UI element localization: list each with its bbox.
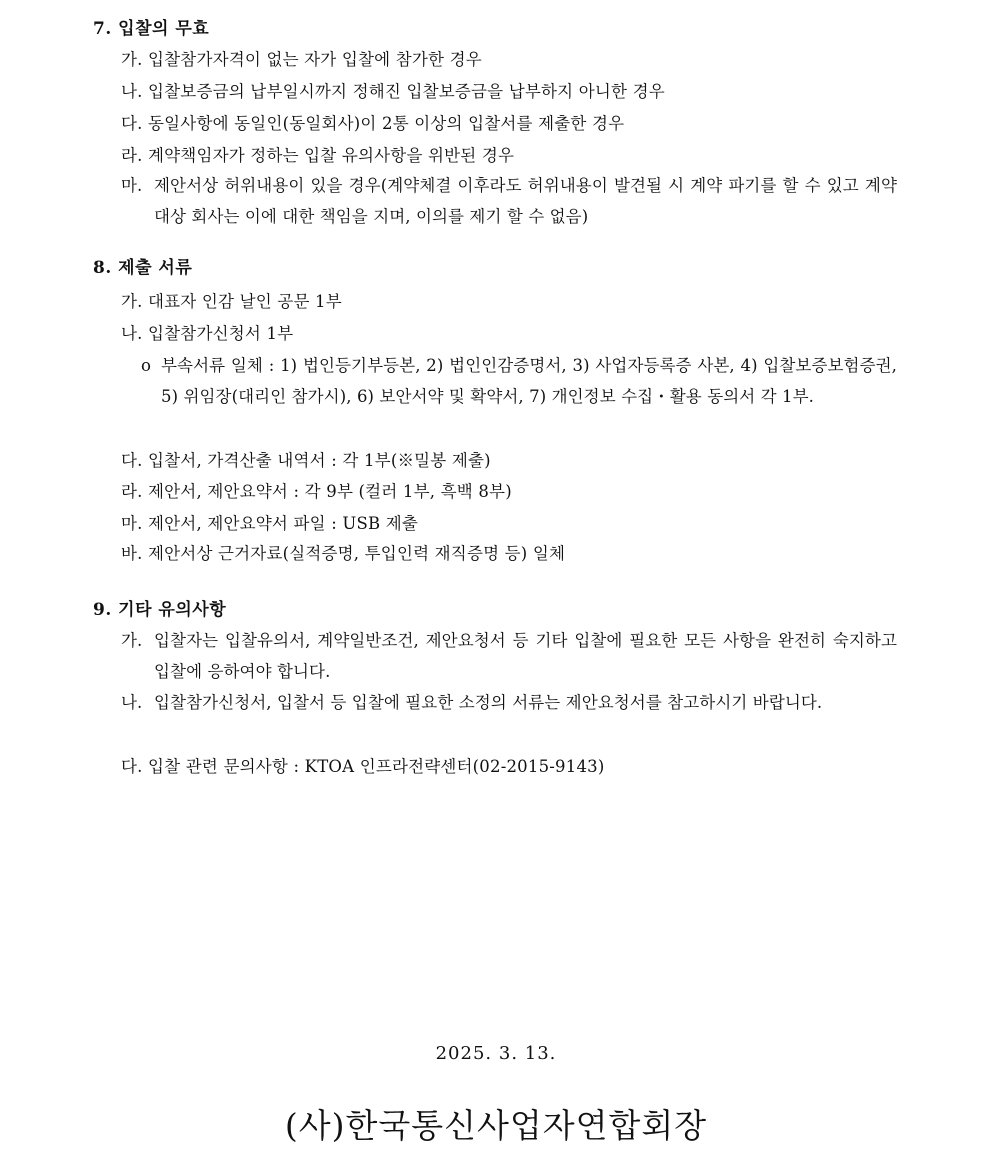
document-date: 2025. 3. 13. <box>435 1043 557 1064</box>
section-7-item-ma <box>121 170 897 232</box>
bullet-marker: o <box>141 356 152 375</box>
section-9-item-ga-text: 입찰자는 입찰유의서, 계약일반조건, 제안요청서 등 기타 입찰에 필요한 모든 사항을 완전히 숙지하고 입찰에 응하여야 합니다. <box>154 631 897 681</box>
section-8-item-ba: 바. 제안서상 근거자료(실적증명, 투입인력 재직증명 등) 일체 <box>121 544 566 563</box>
section-9-item-da: 다. 입찰 관련 문의사항 : KTOA 인프라전략센터(02-2015-9143) <box>121 757 605 776</box>
section-8-attachments-text: 부속서류 일체 : 1) 법인등기부등본, 2) 법인인감증명서, 3) 사업자등록증 사본, 4) 입찰보증보험증권, 5) 위임장(대리인 참가시), 6) 보안서약 및 확약서, 7) 개인정보 수집・활용 동의서 각 1부. <box>161 356 897 406</box>
section-8-item-na: 나. 입찰참가신청서 1부 <box>121 324 294 343</box>
section-8-item-ga: 가. 대표자 인감 날인 공문 1부 <box>121 292 342 311</box>
section-8-item-da: 다. 입찰서, 가격산출 내역서 : 각 1부(※밀봉 제출) <box>121 451 491 470</box>
section-9-item-na-text: 입찰참가신청서, 입찰서 등 입찰에 필요한 소정의 서류는 제안요청서를 참고하시기 바랍니다. <box>154 693 823 712</box>
section-7-item-ma-marker: 마. <box>121 176 143 195</box>
section-9-item-na <box>121 687 897 718</box>
section-8-heading: 8. 제출 서류 <box>93 258 193 278</box>
issuer-signature: (사)한국통신사업자연합회장 <box>284 1106 708 1145</box>
section-8-item-ra: 라. 제안서, 제안요약서 : 각 9부 (컬러 1부, 흑백 8부) <box>121 482 512 501</box>
section-7-item-na: 나. 입찰보증금의 납부일시까지 정해진 입찰보증금을 납부하지 아니한 경우 <box>121 82 665 101</box>
section-7-heading: 7. 입찰의 무효 <box>93 19 210 39</box>
section-7-item-ra: 라. 계약책임자가 정하는 입찰 유의사항을 위반된 경우 <box>121 146 515 165</box>
section-9-heading: 9. 기타 유의사항 <box>93 600 227 620</box>
section-7-item-da: 다. 동일사항에 동일인(동일회사)이 2통 이상의 입찰서를 제출한 경우 <box>121 114 625 133</box>
section-8-attachments <box>141 350 897 412</box>
section-8-item-ma: 마. 제안서, 제안요약서 파일 : USB 제출 <box>121 514 419 533</box>
section-9-item-na-marker: 나. <box>121 693 143 712</box>
section-7-item-ma-text: 제안서상 허위내용이 있을 경우(계약체결 이후라도 허위내용이 발견될 시 계약 파기를 할 수 있고 계약 대상 회사는 이에 대한 책임을 지며, 이의를 제기 할 수 없음) <box>154 176 897 226</box>
section-9-item-ga-marker: 가. <box>121 631 143 650</box>
section-9-item-ga <box>121 625 897 687</box>
section-7-item-ga: 가. 입찰참가자격이 없는 자가 입찰에 참가한 경우 <box>121 50 482 69</box>
